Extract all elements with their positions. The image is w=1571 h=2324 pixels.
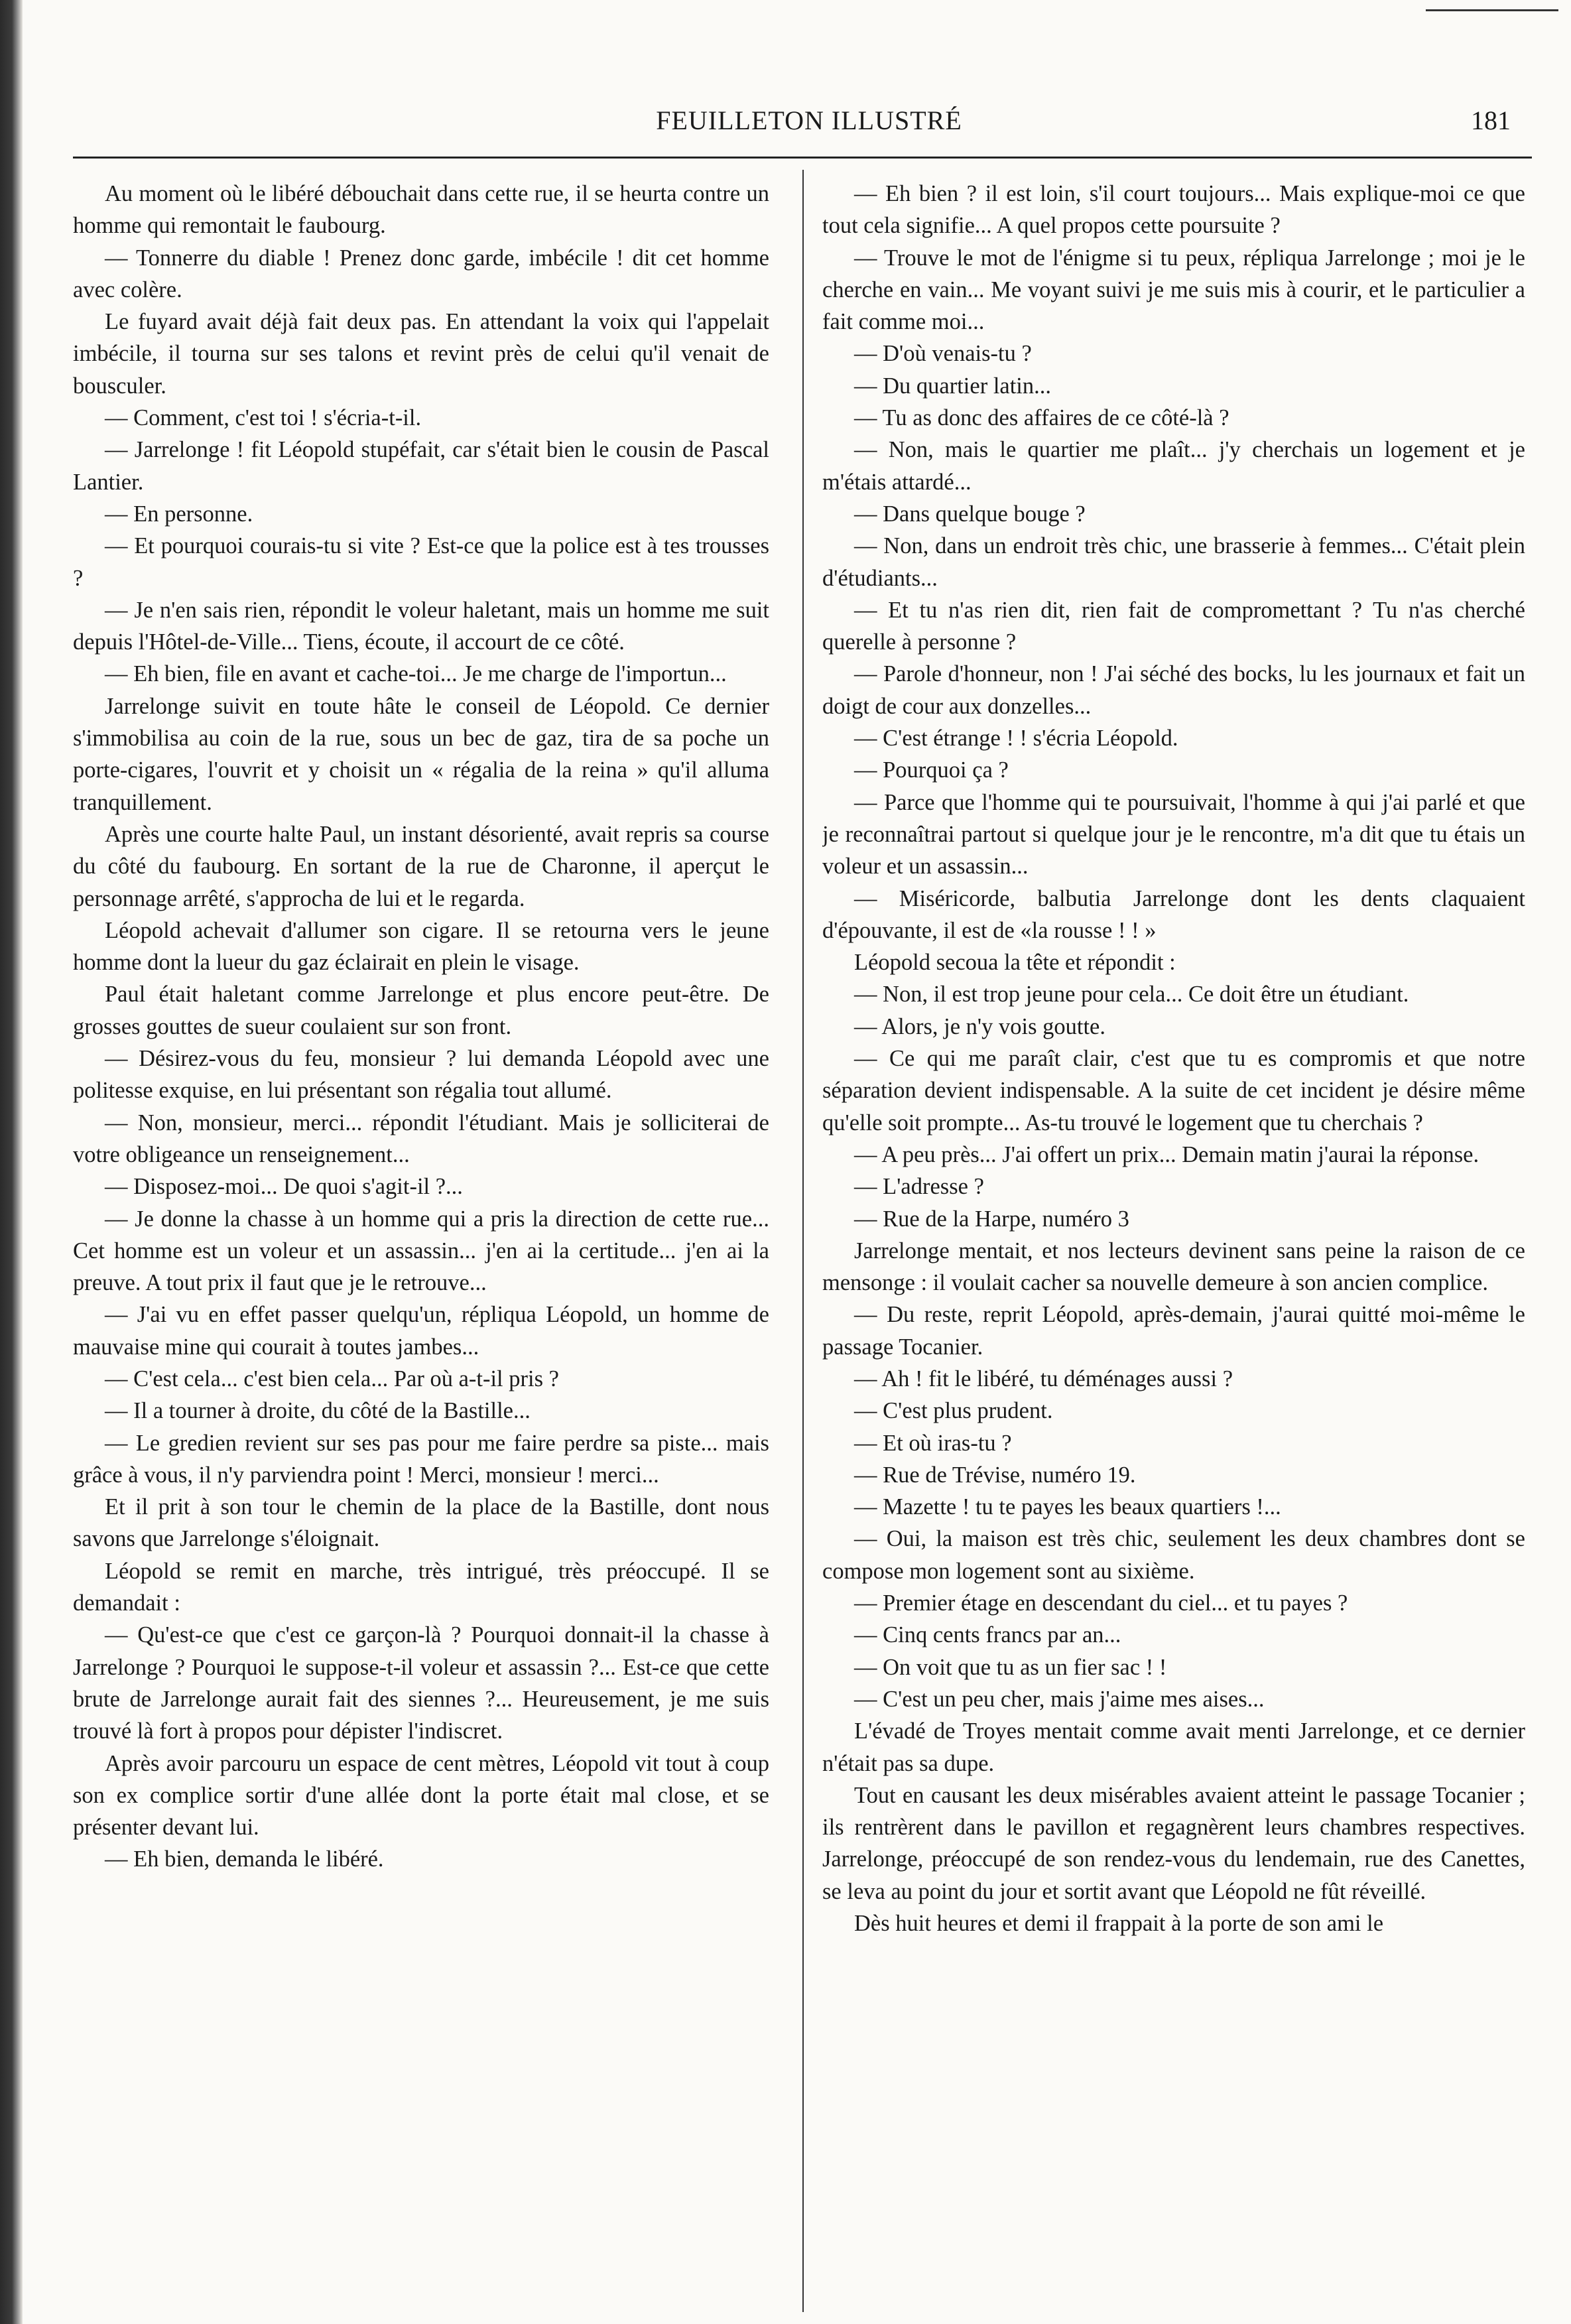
paragraph: — Tu as donc des affaires de ce côté-là ? [854, 405, 1229, 431]
paragraph: — Non, monsieur, merci... répondit l'étudiant. Mais je solliciterai de votre obligeance un renseignement... [73, 1110, 769, 1167]
paragraph: Après avoir parcouru un espace de cent mètres, Léopold vit tout à coup son ex complice sortir d'une allée dont la porte était mal close, et se présenter devant lui. [73, 1750, 769, 1840]
paragraph: — Il a tourner à droite, du côté de la Bastille... [105, 1398, 531, 1424]
paragraph: — Premier étage en descendant du ciel... et tu payes ? [854, 1590, 1348, 1616]
paragraph: — Le gredien revient sur ses pas pour me faire perdre sa piste... mais grâce à vous, il n'y parviendra point ! Merci, monsieur ! merci... [73, 1430, 769, 1488]
paragraph: — Désirez-vous du feu, monsieur ? lui demanda Léopold avec une politesse exquise, en lui présentant son régalia tout allumé. [73, 1046, 769, 1104]
paragraph: Léopold secoua la tête et répondit : [854, 950, 1176, 976]
left-column [73, 178, 769, 2313]
paragraph: Le fuyard avait déjà fait deux pas. En attendant la voix qui l'appelait imbécile, il tourna sur ses talons et revint près de celui qu'il venait de bousculer. [73, 309, 769, 399]
paragraph: — A peu près... J'ai offert un prix... Demain matin j'aurai la réponse. [854, 1141, 1479, 1167]
paragraph: — Qu'est-ce que c'est ce garçon-là ? Pourquoi donnait-il la chasse à Jarrelonge ? Pourquoi le suppose-t-il voleur et assassin ?... Est-ce que cette brute de Jarrelonge aurait fait des siennes ?... Heureusement, je me suis trouvé là fort à propos pour dépister l'indiscret. [73, 1622, 769, 1744]
paragraph: — Ah ! fit le libéré, tu déménages aussi ? [854, 1366, 1233, 1391]
paragraph: — Non, il est trop jeune pour cela... Ce doit être un étudiant. [854, 982, 1409, 1007]
paragraph: — Ce qui me paraît clair, c'est que tu es compromis et que notre séparation devient indispensable. A la suite de cet incident je désire même qu'elle soit prompte... As-tu trouvé le logement que tu cherchais ? [822, 1046, 1525, 1135]
paragraph: — Oui, la maison est très chic, seulement les deux chambres dont se compose mon logement sont au sixième. [822, 1526, 1525, 1584]
paragraph: — D'où venais-tu ? [854, 341, 1032, 367]
paragraph: — Parce que l'homme qui te poursuivait, l'homme à qui j'ai parlé et que je reconnaîtrai partout si quelque jour je le rencontre, m'a dit que tu étais un voleur et un assassin... [822, 789, 1525, 879]
paragraph: — On voit que tu as un fier sac ! ! [854, 1654, 1167, 1680]
paragraph: — Miséricorde, balbutia Jarrelonge dont les dents claquaient d'épouvante, il est de «la rousse ! ! » [822, 885, 1525, 943]
right-column [822, 178, 1525, 2313]
paragraph: — C'est un peu cher, mais j'aime mes aises... [854, 1686, 1265, 1712]
paragraph: — Alors, je n'y vois goutte. [854, 1013, 1105, 1039]
paragraph: Tout en causant les deux misérables avaient atteint le passage Tocanier ; ils rentrèrent dans le pavillon et regagnèrent leurs chambres respectives. Jarrelonge, préoccupé de son rendez-vous du lendemain, rue des Canettes, se leva au point du jour et sortit avant que Léopold ne fût réveillé. [822, 1782, 1525, 1904]
paragraph: — L'adresse ? [854, 1174, 984, 1200]
paragraph: — C'est plus prudent. [854, 1398, 1053, 1424]
paragraph: — Dans quelque bouge ? [854, 501, 1086, 527]
page-binding-edge [0, 0, 23, 2324]
paragraph: — Et où iras-tu ? [854, 1430, 1012, 1456]
header-rule [73, 157, 1532, 159]
page-header [93, 105, 1525, 145]
running-title: FEUILLETON ILLUSTRÉ [656, 105, 962, 135]
paragraph: — Rue de Trévise, numéro 19. [854, 1462, 1136, 1488]
paragraph: Et il prit à son tour le chemin de la place de la Bastille, dont nous savons que Jarrelonge s'éloignait. [73, 1494, 769, 1552]
paragraph: — Et pourquoi courais-tu si vite ? Est-ce que la police est à tes trousses ? [73, 533, 769, 591]
paragraph: — Pourquoi ça ? [854, 757, 1009, 783]
paragraph: — Comment, c'est toi ! s'écria-t-il. [105, 405, 422, 431]
paragraph: — Tonnerre du diable ! Prenez donc garde, imbécile ! dit cet homme avec colère. [73, 245, 769, 302]
paragraph: Après une courte halte Paul, un instant désorienté, avait repris sa course du côté du faubourg. En sortant de la rue de Charonne, il aperçut le personnage arrêté, s'approcha de lui et le regarda. [73, 821, 769, 911]
paragraph: — C'est cela... c'est bien cela... Par où a-t-il pris ? [105, 1366, 559, 1391]
paragraph: — C'est étrange ! ! s'écria Léopold. [854, 726, 1178, 751]
paragraph: Léopold achevait d'allumer son cigare. Il se retourna vers le jeune homme dont la lueur du gaz éclairait en plein le visage. [73, 917, 769, 976]
paragraph: Jarrelonge suivit en toute hâte le conseil de Léopold. Ce dernier s'immobilisa au coin de la rue, sous un bec de gaz, tira de sa poche un porte-cigares, l'ouvrit et y choisit un « régalia de la reina » qu'il alluma tranquillement. [73, 693, 769, 815]
paragraph: — Non, mais le quartier me plaît... j'y cherchais un logement et je m'étais attardé... [822, 437, 1525, 495]
paragraph: — Cinq cents francs par an... [854, 1622, 1121, 1648]
paragraph: — Rue de la Harpe, numéro 3 [854, 1206, 1129, 1232]
paragraph: — Du quartier latin... [854, 373, 1052, 399]
paragraph: — Trouve le mot de l'énigme si tu peux, répliqua Jarrelonge ; moi je le cherche en vain... Me voyant suivi je me suis mis à courir, et le particulier a fait comme moi... [822, 245, 1525, 335]
paragraph: — En personne. [105, 501, 253, 527]
paragraph: — Je donne la chasse à un homme qui a pris la direction de cette rue... Cet homme est un voleur et un assassin... j'en ai la certitude... j'en ai la preuve. A tout prix il faut que je le retrouve... [73, 1206, 769, 1296]
paragraph: — Eh bien ? il est loin, s'il court toujours... Mais explique-moi ce que tout cela signifie... A quel propos cette poursuite ? [822, 181, 1525, 239]
paragraph: Au moment où le libéré débouchait dans cette rue, il se heurta contre un homme qui remontait le faubourg. [73, 181, 769, 239]
paragraph: — Et tu n'as rien dit, rien fait de compromettant ? Tu n'as cherché querelle à personne ? [822, 597, 1525, 655]
paragraph: — Je n'en sais rien, répondit le voleur haletant, mais un homme me suit depuis l'Hôtel-de-Ville... Tiens, écoute, il accourt de ce côté. [73, 597, 769, 655]
paragraph: Paul était haletant comme Jarrelonge et plus encore peut-être. De grosses gouttes de sueur coulaient sur son front. [73, 982, 769, 1039]
paragraph: — Parole d'honneur, non ! J'ai séché des bocks, lu les journaux et fait un doigt de cour aux donzelles... [822, 661, 1525, 719]
paragraph: — Du reste, reprit Léopold, après-demain, j'aurai quitté moi-même le passage Tocanier. [822, 1302, 1525, 1360]
paragraph: Dès huit heures et demi il frappait à la porte de son ami le [854, 1911, 1384, 1937]
paragraph: — Disposez-moi... De quoi s'agit-il ?... [105, 1174, 463, 1200]
paragraph: — Eh bien, file en avant et cache-toi... Je me charge de l'importun... [105, 661, 727, 687]
paragraph: — Mazette ! tu te payes les beaux quartiers !... [854, 1494, 1281, 1520]
paragraph: L'évadé de Troyes mentait comme avait menti Jarrelonge, et ce dernier n'était pas sa dupe. [822, 1718, 1525, 1776]
paragraph: — Eh bien, demanda le libéré. [105, 1846, 384, 1872]
paragraph: Léopold se remit en marche, très intrigué, très préoccupé. Il se demandait : [73, 1558, 769, 1616]
column-divider [802, 170, 804, 2312]
paragraph: — J'ai vu en effet passer quelqu'un, répliqua Léopold, un homme de mauvaise mine qui courait à toutes jambes... [73, 1302, 769, 1360]
paragraph: Jarrelonge mentait, et nos lecteurs devinent sans peine la raison de ce mensonge : il voulait cacher sa nouvelle demeure à son ancien complice. [822, 1238, 1525, 1296]
paragraph: — Non, dans un endroit très chic, une brasserie à femmes... C'était plein d'étudiants... [822, 533, 1525, 591]
paragraph: — Jarrelonge ! fit Léopold stupéfait, car s'était bien le cousin de Pascal Lantier. [73, 437, 769, 495]
top-edge-rule [1426, 9, 1558, 11]
page-number: 181 [1471, 105, 1511, 135]
